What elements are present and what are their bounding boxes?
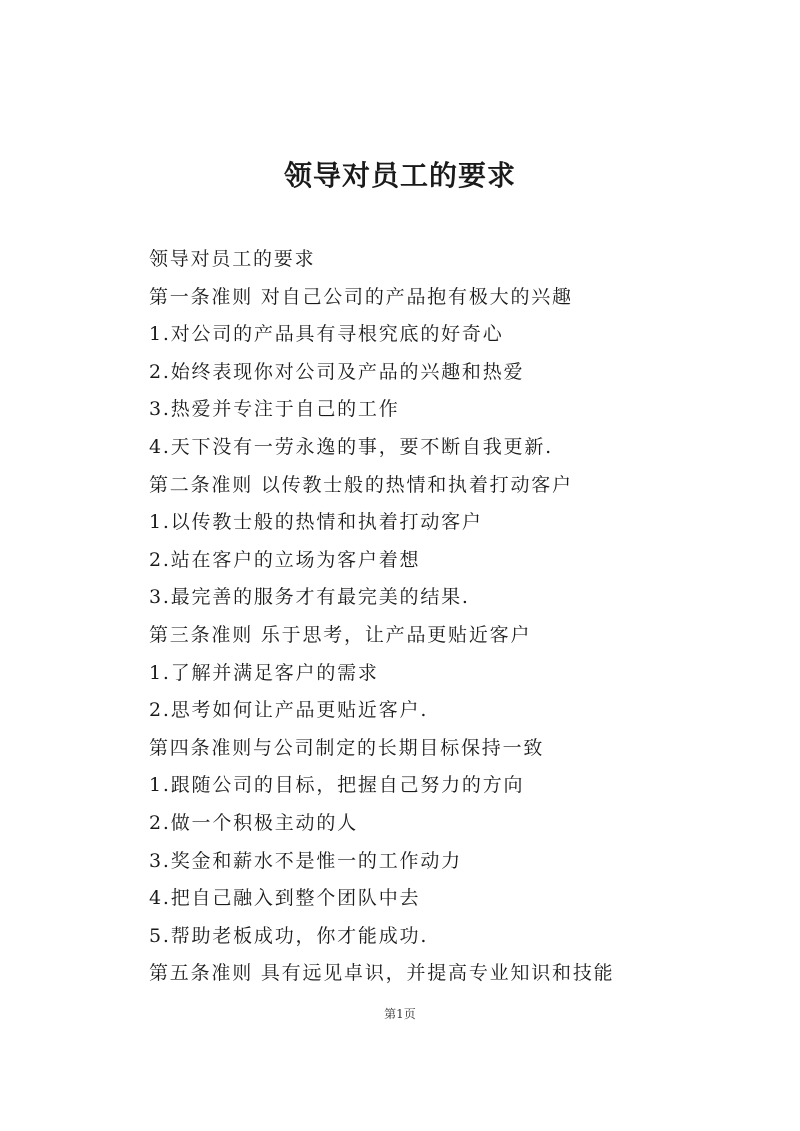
document-body (149, 241, 669, 993)
list-item: 2.做一个积极主动的人 (149, 811, 358, 834)
document-title: 领导对员工的要求 (283, 159, 516, 192)
rule-heading-1: 第一条准则 对自己公司的产品抱有极大的兴趣 (149, 285, 573, 308)
body-line: 领导对员工的要求 (149, 248, 316, 270)
list-item: 3.热爱并专注于自己的工作 (149, 398, 400, 421)
page-number: 第1页 (384, 1007, 416, 1021)
list-item: 1.了解并满足客户的需求 (149, 661, 379, 684)
rule-heading-5: 第五条准则 具有远见卓识，并提高专业知识和技能 (149, 962, 615, 985)
list-item: 3.最完善的服务才有最完美的结果. (149, 586, 470, 609)
list-item: 4.把自己融入到整个团队中去 (149, 887, 421, 910)
list-item: 2.站在客户的立场为客户着想 (149, 548, 421, 571)
list-item: 1.跟随公司的目标，把握自己努力的方向 (149, 774, 525, 797)
list-item: 2.始终表现你对公司及产品的兴趣和热爱 (149, 360, 525, 383)
rule-heading-4: 第四条准则与公司制定的长期目标保持一致 (149, 736, 545, 759)
list-item: 5.帮助老板成功，你才能成功. (149, 924, 429, 947)
rule-heading-3: 第三条准则 乐于思考，让产品更贴近客户 (149, 623, 532, 646)
list-item: 2.思考如何让产品更贴近客户. (149, 699, 429, 722)
list-item: 4.天下没有一劳永逸的事，要不断自我更新. (149, 435, 553, 458)
rule-heading-2: 第二条准则 以传教士般的热情和执着打动客户 (149, 473, 573, 496)
list-item: 1.以传教士般的热情和执着打动客户 (149, 511, 483, 534)
list-item: 3.奖金和薪水不是惟一的工作动力 (149, 849, 462, 872)
list-item: 1.对公司的产品具有寻根究底的好奇心 (149, 323, 504, 346)
